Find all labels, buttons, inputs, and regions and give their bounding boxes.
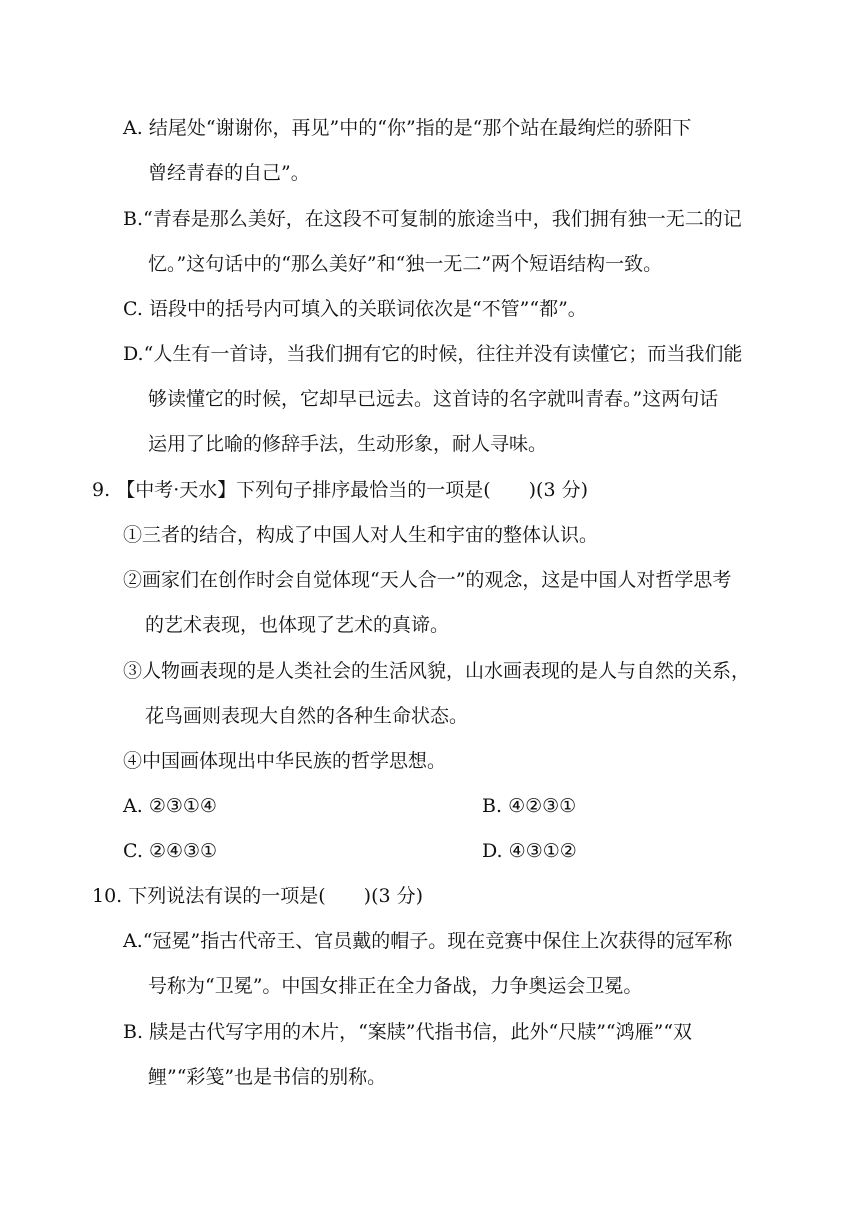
option-label: A. xyxy=(123,117,143,139)
q9-sentence-2-line2: 的艺术表现，也体现了艺术的真谛。 xyxy=(145,614,450,636)
q9-option-d xyxy=(482,839,577,863)
option-label: A. xyxy=(123,795,143,817)
option-label: B. xyxy=(123,1021,144,1043)
q9-sentence-3-line1: ③人物画表现的是人类社会的生活风貌，山水画表现的是人与自然的关系， xyxy=(123,660,751,682)
q8-option-d-line3: 运用了比喻的修辞手法，生动形象，耐人寻味。 xyxy=(148,433,548,455)
option-text: ④③①② xyxy=(508,840,577,862)
q8-option-d-line2: 够读懂它的时候，它却早已远去。这首诗的名字就叫青春。”这两句话 xyxy=(148,388,719,410)
option-label: B. xyxy=(123,208,144,230)
q10-option-b-line1 xyxy=(123,1020,692,1044)
question-stem: 【中考·天水】下列句子排序最恰当的一项是( )(3 分) xyxy=(116,479,589,501)
q9-option-b xyxy=(482,794,576,818)
option-label: B. xyxy=(482,795,503,817)
q9-option-c xyxy=(123,839,217,863)
option-text: “冠冕”指古代帝王、官员戴的帽子。现在竞赛中保住上次获得的冠军称 xyxy=(142,930,733,952)
q10-option-a-line2: 号称为“卫冕”。中国女排正在全力备战，力争奥运会卫冕。 xyxy=(148,975,643,997)
q9-option-a xyxy=(123,794,217,818)
q9-sentence-3-line2: 花鸟画则表现大自然的各种生命状态。 xyxy=(145,705,469,727)
q8-option-c-line1 xyxy=(123,297,587,321)
q8-option-b-line2: 忆。”这句话中的“那么美好”和“独一无二”两个短语结构一致。 xyxy=(148,253,663,275)
q10-option-a-line1 xyxy=(123,929,732,953)
q9-sentence-4: ④中国画体现出中华民族的哲学思想。 xyxy=(123,750,447,772)
question-number: 10. xyxy=(92,885,123,907)
option-label: C. xyxy=(123,298,143,320)
option-label: D. xyxy=(123,343,144,365)
q8-option-d-line1 xyxy=(123,342,742,366)
question-number: 9. xyxy=(92,479,111,501)
q9-sentence-1: ①三者的结合，构成了中国人对人生和宇宙的整体认识。 xyxy=(123,524,599,546)
q9-sentence-2-line1: ②画家们在创作时会自觉体现“天人合一”的观念，这是中国人对哲学思考 xyxy=(123,569,732,591)
option-text: ②③①④ xyxy=(148,795,217,817)
option-label: D. xyxy=(482,840,503,862)
option-text: 牍是古代写字用的木片，“案牍”代指书信，此外“尺牍”“鸿雁”“双 xyxy=(149,1021,693,1043)
option-text: ②④③① xyxy=(148,840,218,862)
option-text: “青春是那么美好，在这段不可复制的旅途当中，我们拥有独一无二的记 xyxy=(143,208,742,230)
q10-stem xyxy=(92,884,423,908)
option-text: “人生有一首诗，当我们拥有它的时候，往往并没有读懂它；而当我们能 xyxy=(143,343,743,365)
option-label: A. xyxy=(123,930,143,952)
question-stem: 下列说法有误的一项是( )(3 分) xyxy=(128,885,424,907)
q8-option-b-line1 xyxy=(123,207,742,231)
q8-option-a-line2: 曾经青春的自己”。 xyxy=(148,162,310,184)
q9-stem xyxy=(92,478,588,502)
q8-option-a-line1 xyxy=(123,116,691,140)
option-text: ④②③① xyxy=(508,795,577,817)
option-text: 结尾处“谢谢你，再见”中的“你”指的是“那个站在最绚烂的骄阳下 xyxy=(148,117,692,139)
option-text: 语段中的括号内可填入的关联词依次是“不管”“都”。 xyxy=(148,298,587,320)
q10-option-b-line2: 鲤”“彩笺”也是书信的别称。 xyxy=(148,1066,387,1088)
option-label: C. xyxy=(123,840,143,862)
